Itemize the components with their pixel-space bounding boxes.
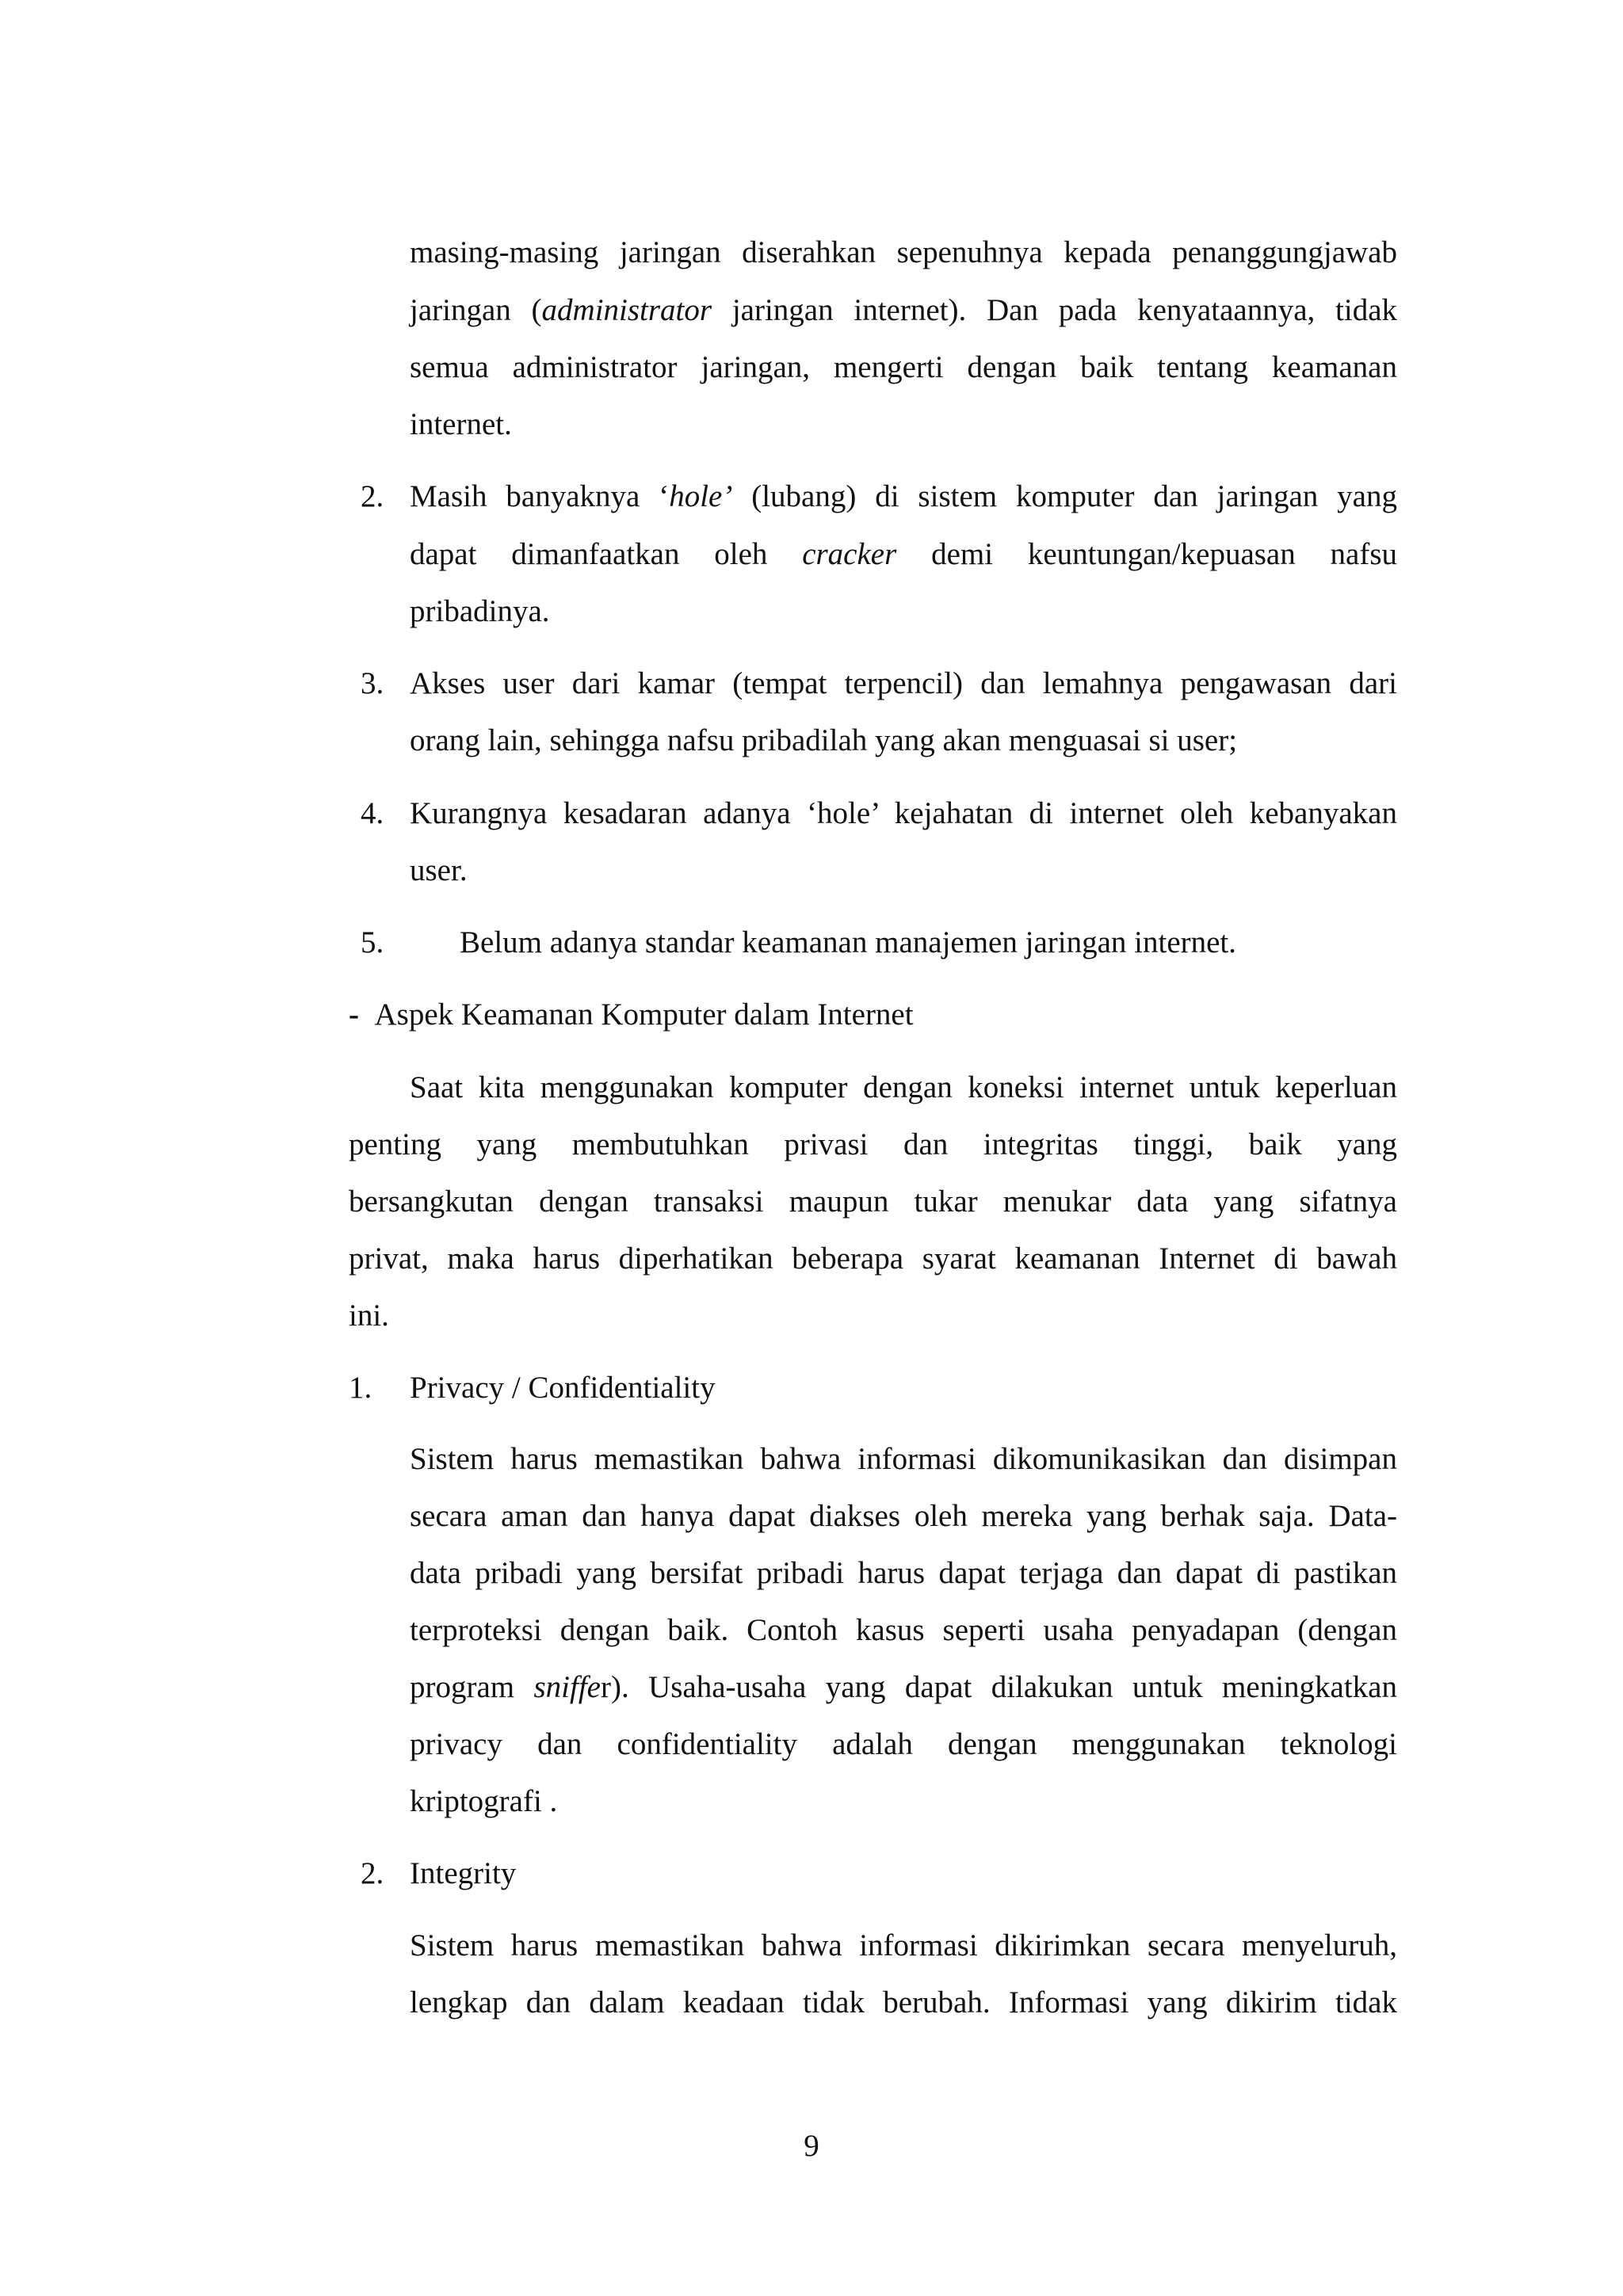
list2-item-1-line-5: program sniffer). Usaha-usaha yang dapat dilakukan untuk meningkatkan xyxy=(410,1670,1397,1704)
section-heading: - Aspek Keamanan Komputer dalam Internet xyxy=(349,997,914,1032)
list2-item-2-line-2: lengkap dan dalam keadaan tidak berubah. Informasi yang dikirim tidak xyxy=(410,1985,1397,2019)
list2-item-1-line-2: secara aman dan hanya dapat diakses oleh mereka yang berhak saja. Data- xyxy=(410,1499,1397,1533)
paragraph-line-2: penting yang membutuhkan privasi dan integritas tinggi, baik yang xyxy=(349,1127,1397,1161)
list-item-2-line-1: Masih banyaknya ‘hole’ (lubang) di sistem komputer dan jaringan yang xyxy=(410,479,1397,513)
list2-item-1-line-3: data pribadi yang bersifat pribadi harus dapat terjaga dan dapat di pastikan xyxy=(410,1556,1397,1590)
dash-bullet: - xyxy=(349,997,359,1032)
list2-item-1-line-6: privacy dan confidentiality adalah dengan menggunakan teknologi xyxy=(410,1727,1397,1761)
paragraph-line-3: bersangkutan dengan transaksi maupun tukar menukar data yang sifatnya xyxy=(349,1184,1397,1219)
paragraph-line-5: ini. xyxy=(349,1299,389,1333)
page-number: 9 xyxy=(804,2129,819,2163)
list-item-5-line-1: Belum adanya standar keamanan manajemen jaringan internet. xyxy=(460,925,1237,959)
continuation-line-1: masing-masing jaringan diserahkan sepenuhnya kepada penanggungjawab xyxy=(410,235,1397,269)
list-item-number: 5. xyxy=(361,925,384,959)
list2-item-2-line-1: Sistem harus memastikan bahwa informasi dikirimkan secara menyeluruh, xyxy=(410,1928,1397,1962)
list-item-2-line-2: dapat dimanfaatkan oleh cracker demi keuntungan/kepuasan nafsu xyxy=(410,537,1397,571)
italic-term: administrator xyxy=(541,293,712,327)
list-item-number: 1. xyxy=(349,1371,372,1405)
list-item-number: 3. xyxy=(361,666,384,700)
list-item-2-line-3: pribadinya. xyxy=(410,594,550,628)
list-item-3-line-2: orang lain, sehingga nafsu pribadilah yang akan menguasai si user; xyxy=(410,723,1238,757)
list-item-number: 2. xyxy=(361,1856,384,1890)
list-item-4-line-2: user. xyxy=(410,853,468,887)
list-item-number: 2. xyxy=(361,479,384,513)
list2-item-1-line-4: terproteksi dengan baik. Contoh kasus seperti usaha penyadapan (dengan xyxy=(410,1613,1397,1647)
paragraph-line-1: Saat kita menggunakan komputer dengan koneksi internet untuk keperluan xyxy=(410,1070,1397,1104)
list2-item-1-line-7: kriptografi . xyxy=(410,1784,558,1818)
list2-item-1-title: Privacy / Confidentiality xyxy=(410,1371,716,1405)
continuation-line-4: internet. xyxy=(410,407,512,441)
list-item-4-line-1: Kurangnya kesadaran adanya ‘hole’ kejahatan di internet oleh kebanyakan xyxy=(410,796,1397,830)
continuation-line-3: semua administrator jaringan, mengerti dengan baik tentang keamanan xyxy=(410,350,1397,384)
list-item-3-line-1: Akses user dari kamar (tempat terpencil) dan lemahnya pengawasan dari xyxy=(410,666,1397,700)
list2-item-2-title: Integrity xyxy=(410,1856,517,1890)
list2-item-1-line-1: Sistem harus memastikan bahwa informasi dikomunikasikan dan disimpan xyxy=(410,1442,1397,1476)
list-item-number: 4. xyxy=(361,796,384,830)
paragraph-line-4: privat, maka harus diperhatikan beberapa syarat keamanan Internet di bawah xyxy=(349,1241,1397,1276)
continuation-line-2: jaringan (administrator jaringan internet). Dan pada kenyataannya, tidak xyxy=(410,293,1397,327)
